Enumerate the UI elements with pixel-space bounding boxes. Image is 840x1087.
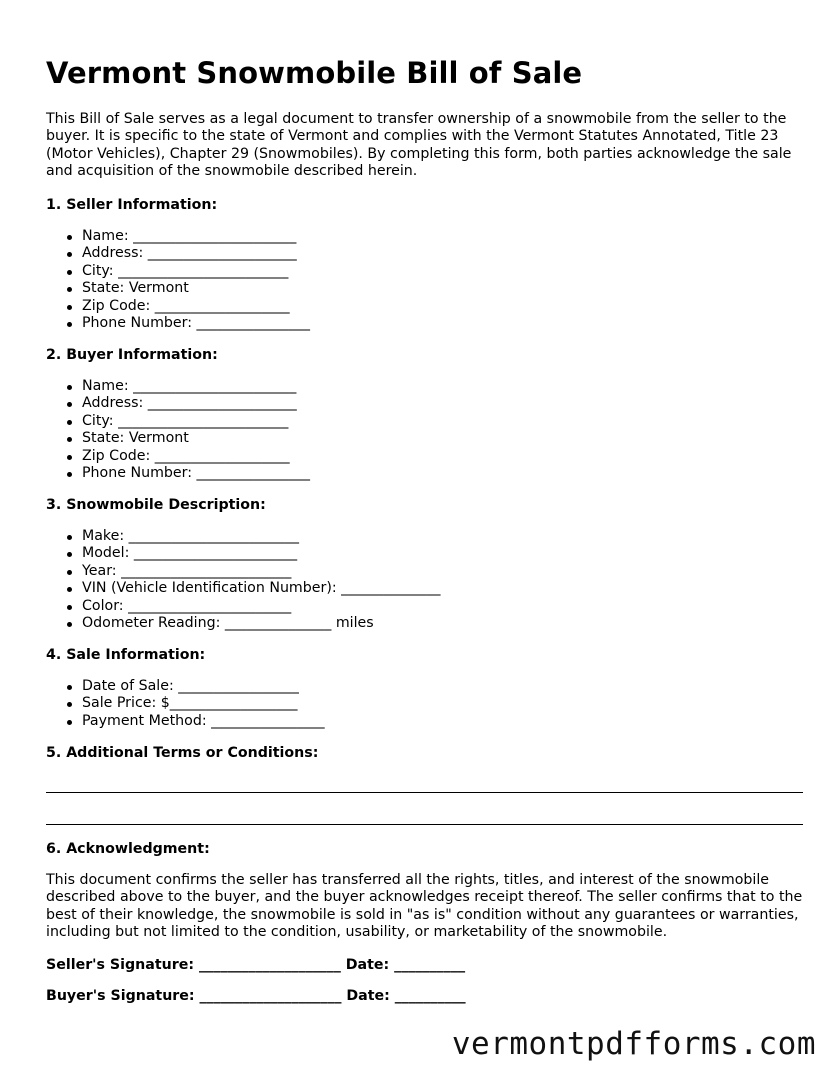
seller-city-field: City: ________________________ xyxy=(82,263,310,280)
seller-signature-line: Seller's Signature: ____________________ Date: __________ xyxy=(46,957,466,973)
model-field: Model: _______________________ xyxy=(82,545,440,562)
color-field: Color: _______________________ xyxy=(82,598,440,615)
buyer-fields xyxy=(62,378,310,482)
intro-paragraph: This Bill of Sale serves as a legal document to transfer ownership of a snowmobile from the seller to the buyer. It is specific to the state of Vermont and complies with the Vermont Statutes Annotated, Title 23 (Motor Vehicles), Chapter 29 (Snowmobiles). By completing this form, both parties acknowledge the sale and acquisition of the snowmobile described herein. xyxy=(46,111,792,180)
seller-fields xyxy=(62,228,310,332)
buyer-zip-field: Zip Code: ___________________ xyxy=(82,448,310,465)
seller-phone-field: Phone Number: ________________ xyxy=(82,315,310,332)
buyer-name-field: Name: _______________________ xyxy=(82,378,310,395)
seller-name-field: Name: _______________________ xyxy=(82,228,310,245)
date-of-sale-field: Date of Sale: _________________ xyxy=(82,678,325,695)
vin-field: VIN (Vehicle Identification Number): ______________ xyxy=(82,580,441,597)
sale-heading: 4. Sale Information: xyxy=(46,647,206,663)
terms-heading: 5. Additional Terms or Conditions: xyxy=(46,745,319,761)
year-field: Year: ________________________ xyxy=(82,563,440,580)
snowmobile-heading: 3. Snowmobile Description: xyxy=(46,497,266,513)
buyer-city-field: City: ________________________ xyxy=(82,413,310,430)
buyer-state-field: State: Vermont xyxy=(82,430,310,447)
footer-watermark: vermontpdfforms.com xyxy=(451,1026,816,1062)
buyer-phone-field: Phone Number: ________________ xyxy=(82,465,310,482)
odometer-field: Odometer Reading: _______________ miles xyxy=(82,615,440,632)
snowmobile-fields xyxy=(62,528,440,632)
sale-price-field: Sale Price: $__________________ xyxy=(82,695,325,712)
make-field: Make: ________________________ xyxy=(82,528,440,545)
seller-address-field: Address: _____________________ xyxy=(82,245,310,262)
acknowledgment-heading: 6. Acknowledgment: xyxy=(46,841,210,857)
buyer-heading: 2. Buyer Information: xyxy=(46,347,218,363)
sale-fields xyxy=(62,678,325,730)
seller-state-field: State: Vermont xyxy=(82,280,310,297)
terms-line-1 xyxy=(46,792,803,793)
acknowledgment-paragraph: This document confirms the seller has transferred all the rights, titles, and interest of the snowmobile described above to the buyer, and the buyer acknowledges receipt thereof. The seller confirms that to the best of their knowledge, the snowmobile is sold in "as is" condition without any guarantees or warranties, including but not limited to the condition, usability, or marketability of the snowmobile. xyxy=(46,872,803,941)
document-title: Vermont Snowmobile Bill of Sale xyxy=(46,56,583,90)
seller-zip-field: Zip Code: ___________________ xyxy=(82,298,310,315)
buyer-address-field: Address: _____________________ xyxy=(82,395,310,412)
buyer-signature-line: Buyer's Signature: ____________________ Date: __________ xyxy=(46,988,466,1004)
terms-line-2 xyxy=(46,824,803,825)
payment-method-field: Payment Method: ________________ xyxy=(82,712,325,729)
seller-heading: 1. Seller Information: xyxy=(46,197,218,213)
